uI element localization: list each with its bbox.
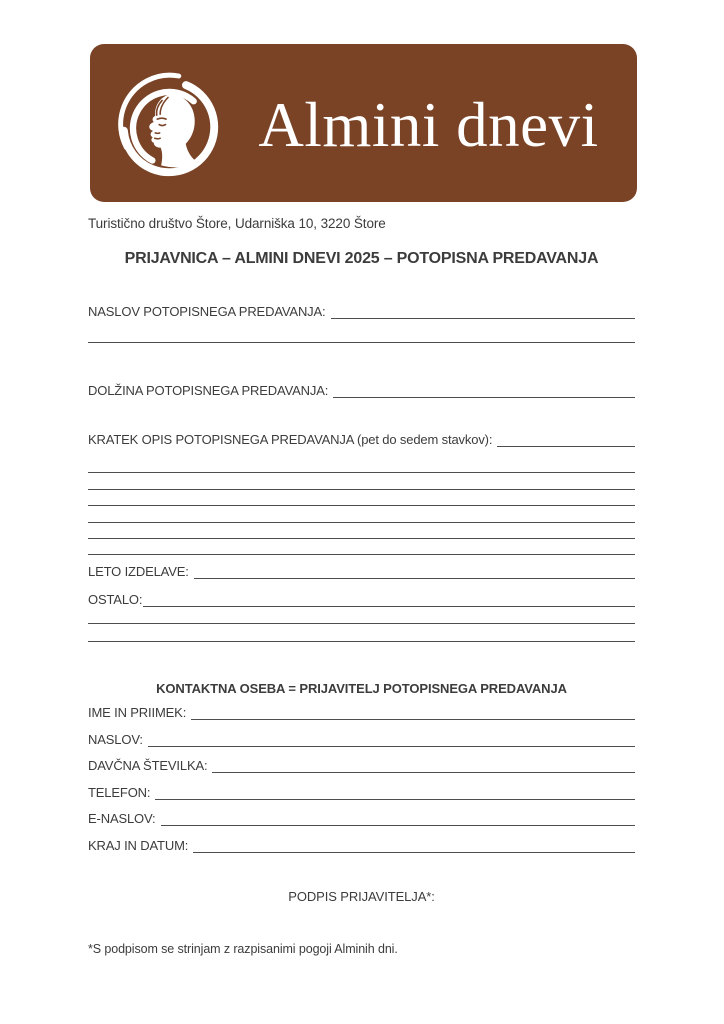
- field-label: LETO IZDELAVE:: [88, 564, 189, 579]
- blank-line: [155, 798, 635, 800]
- field-label: IME IN PRIIMEK:: [88, 705, 187, 720]
- blank-line: [333, 396, 635, 398]
- blank-line: [88, 319, 635, 343]
- field-e-naslov: [88, 808, 635, 826]
- contact-section-heading: KONTAKTNA OSEBA = PRIJAVITELJ POTOPISNEGA PREDAVANJA: [156, 681, 567, 696]
- field-ostalo: [88, 589, 635, 607]
- signature-label: PODPIS PRIJAVITELJA*:: [288, 888, 435, 904]
- almini-swirl-face-logo-icon: [110, 68, 228, 186]
- blank-line: [161, 824, 635, 826]
- blank-line: [331, 317, 635, 319]
- field-kratek-opis: [88, 429, 635, 447]
- field-leto-izdelave: [88, 561, 635, 579]
- blank-line: [194, 577, 635, 579]
- header-banner: [90, 44, 637, 202]
- contact-fields: [88, 702, 635, 853]
- blank-line: [191, 718, 635, 720]
- blank-line: [88, 490, 635, 506]
- field-dolzina-predavanja: [88, 380, 635, 398]
- blank-line: [497, 445, 635, 447]
- field-label: NASLOV:: [88, 731, 143, 747]
- blank-line: [148, 745, 635, 747]
- blank-line: [88, 447, 635, 473]
- blank-line: [88, 473, 635, 490]
- blank-line: [193, 851, 635, 853]
- blank-line: [88, 624, 635, 642]
- blank-line: [88, 523, 635, 539]
- field-telefon: [88, 782, 635, 800]
- blank-line: [88, 539, 635, 555]
- field-davcna-stevilka: [88, 755, 635, 773]
- field-naslov-predavanja: [88, 301, 635, 319]
- blank-line: [88, 506, 635, 523]
- form-title: PRIJAVNICA – ALMINI DNEVI 2025 – POTOPISNA PREDAVANJA: [124, 250, 599, 267]
- field-label: KRATEK OPIS POTOPISNEGA PREDAVANJA (pet do sedem stavkov):: [88, 432, 493, 447]
- brand-title: Almini dnevi: [258, 90, 599, 160]
- organization-line: Turistično društvo Štore, Udarniška 10, 3220 Štore: [88, 216, 386, 231]
- blank-line: [212, 771, 635, 773]
- field-label: OSTALO:: [88, 592, 143, 607]
- field-kraj-in-datum: [88, 835, 635, 853]
- footnote: *S podpisom se strinjam z razpisanimi pogoji Alminih dni.: [88, 941, 398, 956]
- blank-line: [143, 605, 635, 607]
- field-label: KRAJ IN DATUM:: [88, 837, 189, 853]
- field-label: NASLOV POTOPISNEGA PREDAVANJA:: [88, 304, 326, 319]
- field-label: E-NASLOV:: [88, 811, 156, 826]
- field-ime-in-priimek: [88, 702, 635, 720]
- field-label: DAVČNA ŠTEVILKA:: [88, 758, 208, 773]
- field-label: DOLŽINA POTOPISNEGA PREDAVANJA:: [88, 383, 329, 398]
- field-label: TELEFON:: [88, 784, 151, 800]
- blank-line: [88, 607, 635, 624]
- field-naslov: [88, 729, 635, 747]
